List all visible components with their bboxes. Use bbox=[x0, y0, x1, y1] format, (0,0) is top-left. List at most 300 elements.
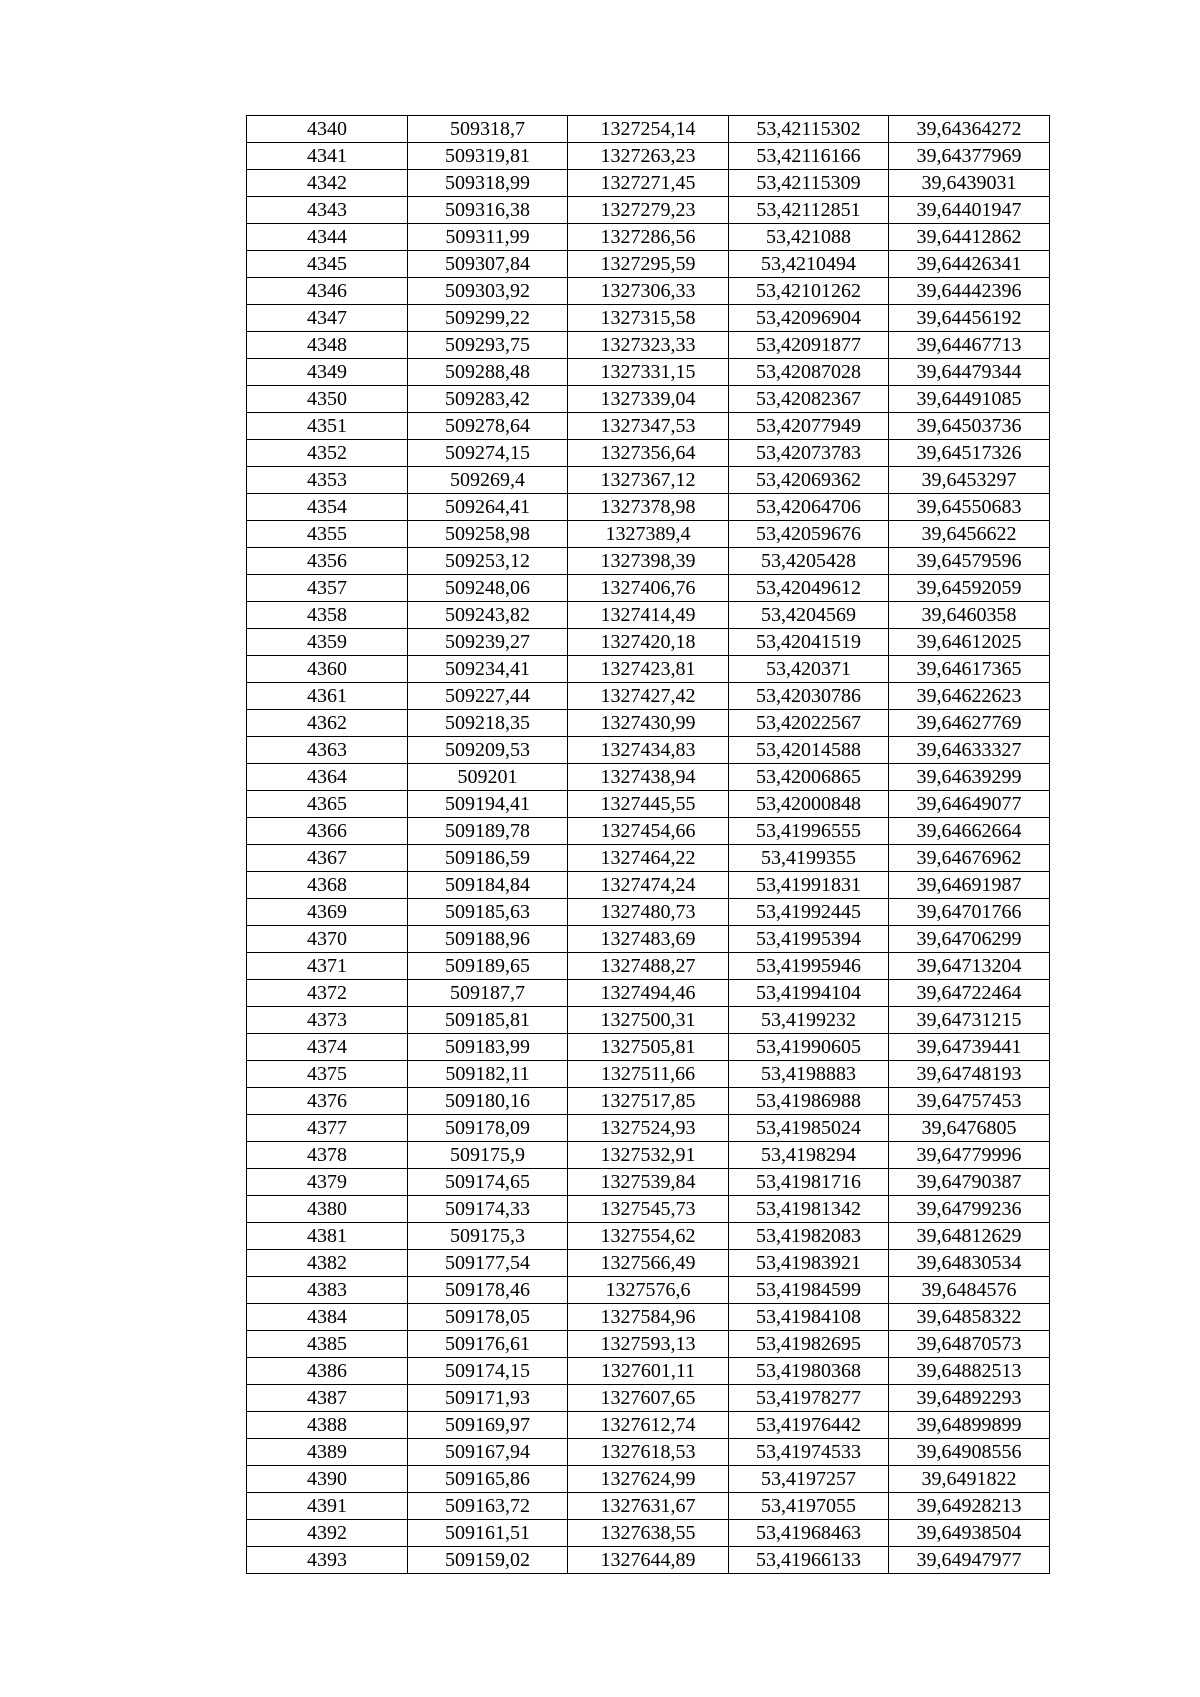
latitude-cell: 53,42101262 bbox=[729, 278, 889, 305]
latitude-cell: 53,42082367 bbox=[729, 386, 889, 413]
point-number-cell: 4392 bbox=[247, 1520, 408, 1547]
longitude-cell: 39,64908556 bbox=[889, 1439, 1050, 1466]
latitude-cell: 53,4210494 bbox=[729, 251, 889, 278]
longitude-cell: 39,64757453 bbox=[889, 1088, 1050, 1115]
point-number-cell: 4384 bbox=[247, 1304, 408, 1331]
x-coordinate-cell: 509178,09 bbox=[408, 1115, 568, 1142]
point-number-cell: 4340 bbox=[247, 116, 408, 143]
x-coordinate-cell: 509187,7 bbox=[408, 980, 568, 1007]
longitude-cell: 39,6460358 bbox=[889, 602, 1050, 629]
x-coordinate-cell: 509176,61 bbox=[408, 1331, 568, 1358]
point-number-cell: 4342 bbox=[247, 170, 408, 197]
x-coordinate-cell: 509239,27 bbox=[408, 629, 568, 656]
latitude-cell: 53,41966133 bbox=[729, 1547, 889, 1574]
table-row bbox=[247, 1493, 1050, 1520]
y-coordinate-cell: 1327420,18 bbox=[568, 629, 729, 656]
y-coordinate-cell: 1327306,33 bbox=[568, 278, 729, 305]
x-coordinate-cell: 509274,15 bbox=[408, 440, 568, 467]
table-row bbox=[247, 1142, 1050, 1169]
y-coordinate-cell: 1327566,49 bbox=[568, 1250, 729, 1277]
point-number-cell: 4367 bbox=[247, 845, 408, 872]
y-coordinate-cell: 1327315,58 bbox=[568, 305, 729, 332]
x-coordinate-cell: 509167,94 bbox=[408, 1439, 568, 1466]
x-coordinate-cell: 509218,35 bbox=[408, 710, 568, 737]
point-number-cell: 4380 bbox=[247, 1196, 408, 1223]
table-row bbox=[247, 251, 1050, 278]
point-number-cell: 4341 bbox=[247, 143, 408, 170]
y-coordinate-cell: 1327532,91 bbox=[568, 1142, 729, 1169]
latitude-cell: 53,41982083 bbox=[729, 1223, 889, 1250]
table-row bbox=[247, 116, 1050, 143]
y-coordinate-cell: 1327612,74 bbox=[568, 1412, 729, 1439]
latitude-cell: 53,42022567 bbox=[729, 710, 889, 737]
y-coordinate-cell: 1327505,81 bbox=[568, 1034, 729, 1061]
table-row bbox=[247, 548, 1050, 575]
x-coordinate-cell: 509180,16 bbox=[408, 1088, 568, 1115]
longitude-cell: 39,64662664 bbox=[889, 818, 1050, 845]
latitude-cell: 53,42030786 bbox=[729, 683, 889, 710]
table-row bbox=[247, 791, 1050, 818]
longitude-cell: 39,64377969 bbox=[889, 143, 1050, 170]
point-number-cell: 4369 bbox=[247, 899, 408, 926]
x-coordinate-cell: 509182,11 bbox=[408, 1061, 568, 1088]
latitude-cell: 53,42014588 bbox=[729, 737, 889, 764]
table-row bbox=[247, 980, 1050, 1007]
x-coordinate-cell: 509171,93 bbox=[408, 1385, 568, 1412]
point-number-cell: 4357 bbox=[247, 575, 408, 602]
table-row bbox=[247, 656, 1050, 683]
latitude-cell: 53,42049612 bbox=[729, 575, 889, 602]
y-coordinate-cell: 1327624,99 bbox=[568, 1466, 729, 1493]
point-number-cell: 4377 bbox=[247, 1115, 408, 1142]
point-number-cell: 4391 bbox=[247, 1493, 408, 1520]
latitude-cell: 53,41996555 bbox=[729, 818, 889, 845]
longitude-cell: 39,64779996 bbox=[889, 1142, 1050, 1169]
point-number-cell: 4355 bbox=[247, 521, 408, 548]
x-coordinate-cell: 509183,99 bbox=[408, 1034, 568, 1061]
longitude-cell: 39,64456192 bbox=[889, 305, 1050, 332]
y-coordinate-cell: 1327347,53 bbox=[568, 413, 729, 440]
point-number-cell: 4360 bbox=[247, 656, 408, 683]
longitude-cell: 39,64790387 bbox=[889, 1169, 1050, 1196]
point-number-cell: 4375 bbox=[247, 1061, 408, 1088]
y-coordinate-cell: 1327445,55 bbox=[568, 791, 729, 818]
x-coordinate-cell: 509293,75 bbox=[408, 332, 568, 359]
latitude-cell: 53,41980368 bbox=[729, 1358, 889, 1385]
x-coordinate-cell: 509307,84 bbox=[408, 251, 568, 278]
y-coordinate-cell: 1327584,96 bbox=[568, 1304, 729, 1331]
table-row bbox=[247, 494, 1050, 521]
x-coordinate-cell: 509201 bbox=[408, 764, 568, 791]
point-number-cell: 4374 bbox=[247, 1034, 408, 1061]
x-coordinate-cell: 509264,41 bbox=[408, 494, 568, 521]
table-row bbox=[247, 1223, 1050, 1250]
table-row bbox=[247, 602, 1050, 629]
point-number-cell: 4352 bbox=[247, 440, 408, 467]
latitude-cell: 53,42077949 bbox=[729, 413, 889, 440]
table-row bbox=[247, 359, 1050, 386]
longitude-cell: 39,64627769 bbox=[889, 710, 1050, 737]
table-row bbox=[247, 278, 1050, 305]
latitude-cell: 53,41976442 bbox=[729, 1412, 889, 1439]
table-row bbox=[247, 1061, 1050, 1088]
table-row bbox=[247, 629, 1050, 656]
longitude-cell: 39,64622623 bbox=[889, 683, 1050, 710]
y-coordinate-cell: 1327430,99 bbox=[568, 710, 729, 737]
longitude-cell: 39,64412862 bbox=[889, 224, 1050, 251]
longitude-cell: 39,64748193 bbox=[889, 1061, 1050, 1088]
x-coordinate-cell: 509283,42 bbox=[408, 386, 568, 413]
y-coordinate-cell: 1327389,4 bbox=[568, 521, 729, 548]
latitude-cell: 53,42112851 bbox=[729, 197, 889, 224]
latitude-cell: 53,420371 bbox=[729, 656, 889, 683]
longitude-cell: 39,64928213 bbox=[889, 1493, 1050, 1520]
y-coordinate-cell: 1327638,55 bbox=[568, 1520, 729, 1547]
latitude-cell: 53,41981342 bbox=[729, 1196, 889, 1223]
latitude-cell: 53,41984599 bbox=[729, 1277, 889, 1304]
table-row bbox=[247, 1466, 1050, 1493]
point-number-cell: 4347 bbox=[247, 305, 408, 332]
x-coordinate-cell: 509165,86 bbox=[408, 1466, 568, 1493]
point-number-cell: 4373 bbox=[247, 1007, 408, 1034]
latitude-cell: 53,4197055 bbox=[729, 1493, 889, 1520]
latitude-cell: 53,41995394 bbox=[729, 926, 889, 953]
table-row bbox=[247, 1088, 1050, 1115]
x-coordinate-cell: 509175,9 bbox=[408, 1142, 568, 1169]
latitude-cell: 53,41983921 bbox=[729, 1250, 889, 1277]
x-coordinate-cell: 509194,41 bbox=[408, 791, 568, 818]
x-coordinate-cell: 509178,05 bbox=[408, 1304, 568, 1331]
x-coordinate-cell: 509178,46 bbox=[408, 1277, 568, 1304]
table-row bbox=[247, 710, 1050, 737]
table-row bbox=[247, 1250, 1050, 1277]
longitude-cell: 39,64467713 bbox=[889, 332, 1050, 359]
latitude-cell: 53,42041519 bbox=[729, 629, 889, 656]
table-row bbox=[247, 467, 1050, 494]
table-row bbox=[247, 1196, 1050, 1223]
table-row bbox=[247, 845, 1050, 872]
point-number-cell: 4351 bbox=[247, 413, 408, 440]
point-number-cell: 4363 bbox=[247, 737, 408, 764]
latitude-cell: 53,42073783 bbox=[729, 440, 889, 467]
table-row bbox=[247, 1304, 1050, 1331]
longitude-cell: 39,64517326 bbox=[889, 440, 1050, 467]
longitude-cell: 39,64364272 bbox=[889, 116, 1050, 143]
y-coordinate-cell: 1327593,13 bbox=[568, 1331, 729, 1358]
x-coordinate-cell: 509234,41 bbox=[408, 656, 568, 683]
latitude-cell: 53,42115309 bbox=[729, 170, 889, 197]
y-coordinate-cell: 1327254,14 bbox=[568, 116, 729, 143]
point-number-cell: 4386 bbox=[247, 1358, 408, 1385]
y-coordinate-cell: 1327398,39 bbox=[568, 548, 729, 575]
y-coordinate-cell: 1327464,22 bbox=[568, 845, 729, 872]
latitude-cell: 53,41992445 bbox=[729, 899, 889, 926]
y-coordinate-cell: 1327339,04 bbox=[568, 386, 729, 413]
point-number-cell: 4368 bbox=[247, 872, 408, 899]
longitude-cell: 39,64612025 bbox=[889, 629, 1050, 656]
table-row bbox=[247, 872, 1050, 899]
latitude-cell: 53,41981716 bbox=[729, 1169, 889, 1196]
latitude-cell: 53,42116166 bbox=[729, 143, 889, 170]
y-coordinate-cell: 1327367,12 bbox=[568, 467, 729, 494]
x-coordinate-cell: 509243,82 bbox=[408, 602, 568, 629]
longitude-cell: 39,64882513 bbox=[889, 1358, 1050, 1385]
y-coordinate-cell: 1327356,64 bbox=[568, 440, 729, 467]
longitude-cell: 39,64479344 bbox=[889, 359, 1050, 386]
table-row bbox=[247, 170, 1050, 197]
x-coordinate-cell: 509169,97 bbox=[408, 1412, 568, 1439]
point-number-cell: 4364 bbox=[247, 764, 408, 791]
latitude-cell: 53,42006865 bbox=[729, 764, 889, 791]
y-coordinate-cell: 1327454,66 bbox=[568, 818, 729, 845]
table-row bbox=[247, 1277, 1050, 1304]
longitude-cell: 39,64812629 bbox=[889, 1223, 1050, 1250]
point-number-cell: 4381 bbox=[247, 1223, 408, 1250]
latitude-cell: 53,42069362 bbox=[729, 467, 889, 494]
table-row bbox=[247, 521, 1050, 548]
point-number-cell: 4382 bbox=[247, 1250, 408, 1277]
longitude-cell: 39,6456622 bbox=[889, 521, 1050, 548]
point-number-cell: 4370 bbox=[247, 926, 408, 953]
x-coordinate-cell: 509253,12 bbox=[408, 548, 568, 575]
y-coordinate-cell: 1327427,42 bbox=[568, 683, 729, 710]
point-number-cell: 4371 bbox=[247, 953, 408, 980]
point-number-cell: 4376 bbox=[247, 1088, 408, 1115]
x-coordinate-cell: 509185,81 bbox=[408, 1007, 568, 1034]
point-number-cell: 4387 bbox=[247, 1385, 408, 1412]
point-number-cell: 4359 bbox=[247, 629, 408, 656]
point-number-cell: 4366 bbox=[247, 818, 408, 845]
table-row bbox=[247, 197, 1050, 224]
latitude-cell: 53,41974533 bbox=[729, 1439, 889, 1466]
latitude-cell: 53,41985024 bbox=[729, 1115, 889, 1142]
x-coordinate-cell: 509161,51 bbox=[408, 1520, 568, 1547]
table-row bbox=[247, 926, 1050, 953]
latitude-cell: 53,41995946 bbox=[729, 953, 889, 980]
table-row bbox=[247, 224, 1050, 251]
point-number-cell: 4358 bbox=[247, 602, 408, 629]
x-coordinate-cell: 509316,38 bbox=[408, 197, 568, 224]
y-coordinate-cell: 1327554,62 bbox=[568, 1223, 729, 1250]
y-coordinate-cell: 1327480,73 bbox=[568, 899, 729, 926]
latitude-cell: 53,4205428 bbox=[729, 548, 889, 575]
y-coordinate-cell: 1327488,27 bbox=[568, 953, 729, 980]
table-row bbox=[247, 575, 1050, 602]
table-row bbox=[247, 1115, 1050, 1142]
latitude-cell: 53,4198883 bbox=[729, 1061, 889, 1088]
y-coordinate-cell: 1327286,56 bbox=[568, 224, 729, 251]
point-number-cell: 4354 bbox=[247, 494, 408, 521]
table-row bbox=[247, 1007, 1050, 1034]
latitude-cell: 53,421088 bbox=[729, 224, 889, 251]
latitude-cell: 53,41978277 bbox=[729, 1385, 889, 1412]
x-coordinate-cell: 509159,02 bbox=[408, 1547, 568, 1574]
longitude-cell: 39,64701766 bbox=[889, 899, 1050, 926]
y-coordinate-cell: 1327483,69 bbox=[568, 926, 729, 953]
latitude-cell: 53,4197257 bbox=[729, 1466, 889, 1493]
latitude-cell: 53,42064706 bbox=[729, 494, 889, 521]
latitude-cell: 53,41984108 bbox=[729, 1304, 889, 1331]
y-coordinate-cell: 1327263,23 bbox=[568, 143, 729, 170]
longitude-cell: 39,6439031 bbox=[889, 170, 1050, 197]
x-coordinate-cell: 509303,92 bbox=[408, 278, 568, 305]
y-coordinate-cell: 1327524,93 bbox=[568, 1115, 729, 1142]
y-coordinate-cell: 1327545,73 bbox=[568, 1196, 729, 1223]
x-coordinate-cell: 509319,81 bbox=[408, 143, 568, 170]
table-row bbox=[247, 1358, 1050, 1385]
x-coordinate-cell: 509311,99 bbox=[408, 224, 568, 251]
x-coordinate-cell: 509258,98 bbox=[408, 521, 568, 548]
x-coordinate-cell: 509189,78 bbox=[408, 818, 568, 845]
point-number-cell: 4353 bbox=[247, 467, 408, 494]
latitude-cell: 53,41991831 bbox=[729, 872, 889, 899]
x-coordinate-cell: 509163,72 bbox=[408, 1493, 568, 1520]
latitude-cell: 53,42000848 bbox=[729, 791, 889, 818]
latitude-cell: 53,42096904 bbox=[729, 305, 889, 332]
longitude-cell: 39,64503736 bbox=[889, 413, 1050, 440]
longitude-cell: 39,6491822 bbox=[889, 1466, 1050, 1493]
longitude-cell: 39,64592059 bbox=[889, 575, 1050, 602]
point-number-cell: 4389 bbox=[247, 1439, 408, 1466]
longitude-cell: 39,64947977 bbox=[889, 1547, 1050, 1574]
longitude-cell: 39,6484576 bbox=[889, 1277, 1050, 1304]
y-coordinate-cell: 1327601,11 bbox=[568, 1358, 729, 1385]
y-coordinate-cell: 1327295,59 bbox=[568, 251, 729, 278]
x-coordinate-cell: 509189,65 bbox=[408, 953, 568, 980]
point-number-cell: 4385 bbox=[247, 1331, 408, 1358]
table-row bbox=[247, 899, 1050, 926]
table-row bbox=[247, 143, 1050, 170]
x-coordinate-cell: 509175,3 bbox=[408, 1223, 568, 1250]
point-number-cell: 4361 bbox=[247, 683, 408, 710]
latitude-cell: 53,4198294 bbox=[729, 1142, 889, 1169]
point-number-cell: 4349 bbox=[247, 359, 408, 386]
x-coordinate-cell: 509184,84 bbox=[408, 872, 568, 899]
x-coordinate-cell: 509188,96 bbox=[408, 926, 568, 953]
longitude-cell: 39,64858322 bbox=[889, 1304, 1050, 1331]
longitude-cell: 39,64550683 bbox=[889, 494, 1050, 521]
point-number-cell: 4378 bbox=[247, 1142, 408, 1169]
longitude-cell: 39,6476805 bbox=[889, 1115, 1050, 1142]
point-number-cell: 4345 bbox=[247, 251, 408, 278]
y-coordinate-cell: 1327644,89 bbox=[568, 1547, 729, 1574]
table-row bbox=[247, 1412, 1050, 1439]
point-number-cell: 4350 bbox=[247, 386, 408, 413]
y-coordinate-cell: 1327331,15 bbox=[568, 359, 729, 386]
longitude-cell: 39,6453297 bbox=[889, 467, 1050, 494]
y-coordinate-cell: 1327438,94 bbox=[568, 764, 729, 791]
latitude-cell: 53,4199232 bbox=[729, 1007, 889, 1034]
table-row bbox=[247, 413, 1050, 440]
table-row bbox=[247, 332, 1050, 359]
table-row bbox=[247, 1547, 1050, 1574]
longitude-cell: 39,64731215 bbox=[889, 1007, 1050, 1034]
x-coordinate-cell: 509185,63 bbox=[408, 899, 568, 926]
point-number-cell: 4348 bbox=[247, 332, 408, 359]
latitude-cell: 53,41994104 bbox=[729, 980, 889, 1007]
point-number-cell: 4372 bbox=[247, 980, 408, 1007]
latitude-cell: 53,41990605 bbox=[729, 1034, 889, 1061]
x-coordinate-cell: 509174,15 bbox=[408, 1358, 568, 1385]
table-row bbox=[247, 1385, 1050, 1412]
longitude-cell: 39,64892293 bbox=[889, 1385, 1050, 1412]
point-number-cell: 4346 bbox=[247, 278, 408, 305]
table-row bbox=[247, 386, 1050, 413]
y-coordinate-cell: 1327423,81 bbox=[568, 656, 729, 683]
latitude-cell: 53,4204569 bbox=[729, 602, 889, 629]
x-coordinate-cell: 509318,99 bbox=[408, 170, 568, 197]
point-number-cell: 4344 bbox=[247, 224, 408, 251]
point-number-cell: 4356 bbox=[247, 548, 408, 575]
point-number-cell: 4379 bbox=[247, 1169, 408, 1196]
longitude-cell: 39,64426341 bbox=[889, 251, 1050, 278]
table-row bbox=[247, 1331, 1050, 1358]
table-row bbox=[247, 305, 1050, 332]
x-coordinate-cell: 509186,59 bbox=[408, 845, 568, 872]
y-coordinate-cell: 1327618,53 bbox=[568, 1439, 729, 1466]
x-coordinate-cell: 509227,44 bbox=[408, 683, 568, 710]
longitude-cell: 39,64706299 bbox=[889, 926, 1050, 953]
longitude-cell: 39,64633327 bbox=[889, 737, 1050, 764]
longitude-cell: 39,64870573 bbox=[889, 1331, 1050, 1358]
latitude-cell: 53,42087028 bbox=[729, 359, 889, 386]
latitude-cell: 53,41982695 bbox=[729, 1331, 889, 1358]
y-coordinate-cell: 1327378,98 bbox=[568, 494, 729, 521]
longitude-cell: 39,64739441 bbox=[889, 1034, 1050, 1061]
x-coordinate-cell: 509174,65 bbox=[408, 1169, 568, 1196]
y-coordinate-cell: 1327494,46 bbox=[568, 980, 729, 1007]
table-row bbox=[247, 683, 1050, 710]
longitude-cell: 39,64899899 bbox=[889, 1412, 1050, 1439]
table-row bbox=[247, 764, 1050, 791]
table-row bbox=[247, 1169, 1050, 1196]
point-number-cell: 4390 bbox=[247, 1466, 408, 1493]
longitude-cell: 39,64713204 bbox=[889, 953, 1050, 980]
latitude-cell: 53,4199355 bbox=[729, 845, 889, 872]
coordinate-table-body bbox=[247, 116, 1050, 1574]
table-row bbox=[247, 1520, 1050, 1547]
x-coordinate-cell: 509174,33 bbox=[408, 1196, 568, 1223]
x-coordinate-cell: 509248,06 bbox=[408, 575, 568, 602]
latitude-cell: 53,42091877 bbox=[729, 332, 889, 359]
latitude-cell: 53,42059676 bbox=[729, 521, 889, 548]
point-number-cell: 4343 bbox=[247, 197, 408, 224]
latitude-cell: 53,41968463 bbox=[729, 1520, 889, 1547]
y-coordinate-cell: 1327474,24 bbox=[568, 872, 729, 899]
x-coordinate-cell: 509209,53 bbox=[408, 737, 568, 764]
longitude-cell: 39,64691987 bbox=[889, 872, 1050, 899]
table-row bbox=[247, 737, 1050, 764]
y-coordinate-cell: 1327271,45 bbox=[568, 170, 729, 197]
longitude-cell: 39,64938504 bbox=[889, 1520, 1050, 1547]
y-coordinate-cell: 1327500,31 bbox=[568, 1007, 729, 1034]
x-coordinate-cell: 509288,48 bbox=[408, 359, 568, 386]
longitude-cell: 39,64799236 bbox=[889, 1196, 1050, 1223]
y-coordinate-cell: 1327607,65 bbox=[568, 1385, 729, 1412]
point-number-cell: 4393 bbox=[247, 1547, 408, 1574]
latitude-cell: 53,41986988 bbox=[729, 1088, 889, 1115]
coordinate-table bbox=[246, 115, 1050, 1574]
point-number-cell: 4362 bbox=[247, 710, 408, 737]
y-coordinate-cell: 1327576,6 bbox=[568, 1277, 729, 1304]
point-number-cell: 4365 bbox=[247, 791, 408, 818]
longitude-cell: 39,64579596 bbox=[889, 548, 1050, 575]
longitude-cell: 39,64401947 bbox=[889, 197, 1050, 224]
latitude-cell: 53,42115302 bbox=[729, 116, 889, 143]
longitude-cell: 39,64442396 bbox=[889, 278, 1050, 305]
y-coordinate-cell: 1327279,23 bbox=[568, 197, 729, 224]
y-coordinate-cell: 1327511,66 bbox=[568, 1061, 729, 1088]
